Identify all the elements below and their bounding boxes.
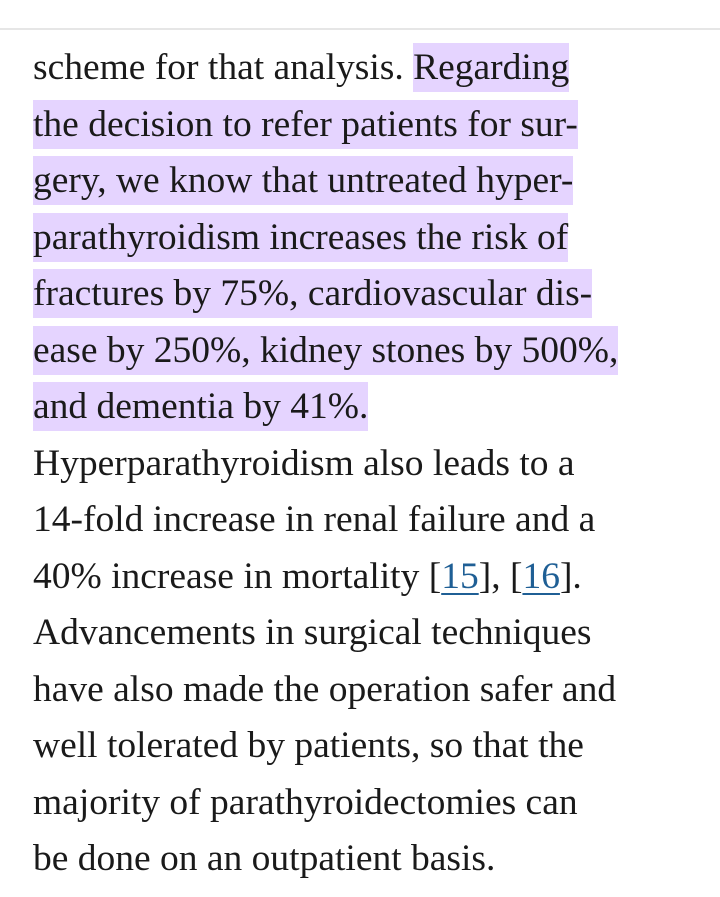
text-plain: be done on an outpatient basis. [33,838,496,879]
text-line-9 [33,492,693,549]
text-line-12 [33,662,693,719]
text-line-15 [33,831,693,888]
highlighted-text[interactable]: parathyroidism increases the risk of [33,213,568,262]
text-plain: ], [ [478,555,523,597]
highlighted-text[interactable]: and dementia by 41%. [33,382,368,431]
text-line-2 [33,97,693,154]
text-plain: Advancements in surgical techniques [33,612,592,653]
text-line-14 [33,775,693,832]
text-plain: scheme for that analysis. [33,47,414,88]
text-line-3 [33,153,693,210]
text-line-7 [33,379,693,436]
top-divider [0,28,720,30]
text-line-13 [33,718,693,775]
text-plain: have also made the operation safer and [33,668,617,710]
text-plain: 40% increase in mortality [ [33,555,442,597]
text-line-1 [33,40,693,97]
text-plain: ]. [559,555,582,597]
highlighted-text[interactable]: ease by 250%, kidney stones by 500%, [33,326,618,375]
article-body [33,40,693,888]
text-line-8 [33,436,693,493]
text-line-11 [33,605,693,662]
highlighted-text[interactable]: gery, we know that untreated hyper- [33,156,573,205]
text-line-6 [33,323,693,380]
citation-link-16[interactable]: 16 [522,555,560,597]
text-plain: Hyperparathyroidism also leads to a [33,442,575,484]
highlighted-text[interactable]: fractures by 75%, cardiovascular dis- [33,269,592,318]
text-plain: majority of parathyroidectomies can [33,781,578,823]
text-line-4 [33,210,693,267]
text-line-5 [33,266,693,323]
highlighted-text[interactable]: Regarding [413,43,569,92]
citation-link-15[interactable]: 15 [441,555,479,597]
text-plain: well tolerated by patients, so that the [33,725,584,766]
text-line-10 [33,549,693,606]
text-plain: 14-fold increase in renal failure and a [33,499,596,540]
highlighted-text[interactable]: the decision to refer patients for sur- [33,100,578,149]
